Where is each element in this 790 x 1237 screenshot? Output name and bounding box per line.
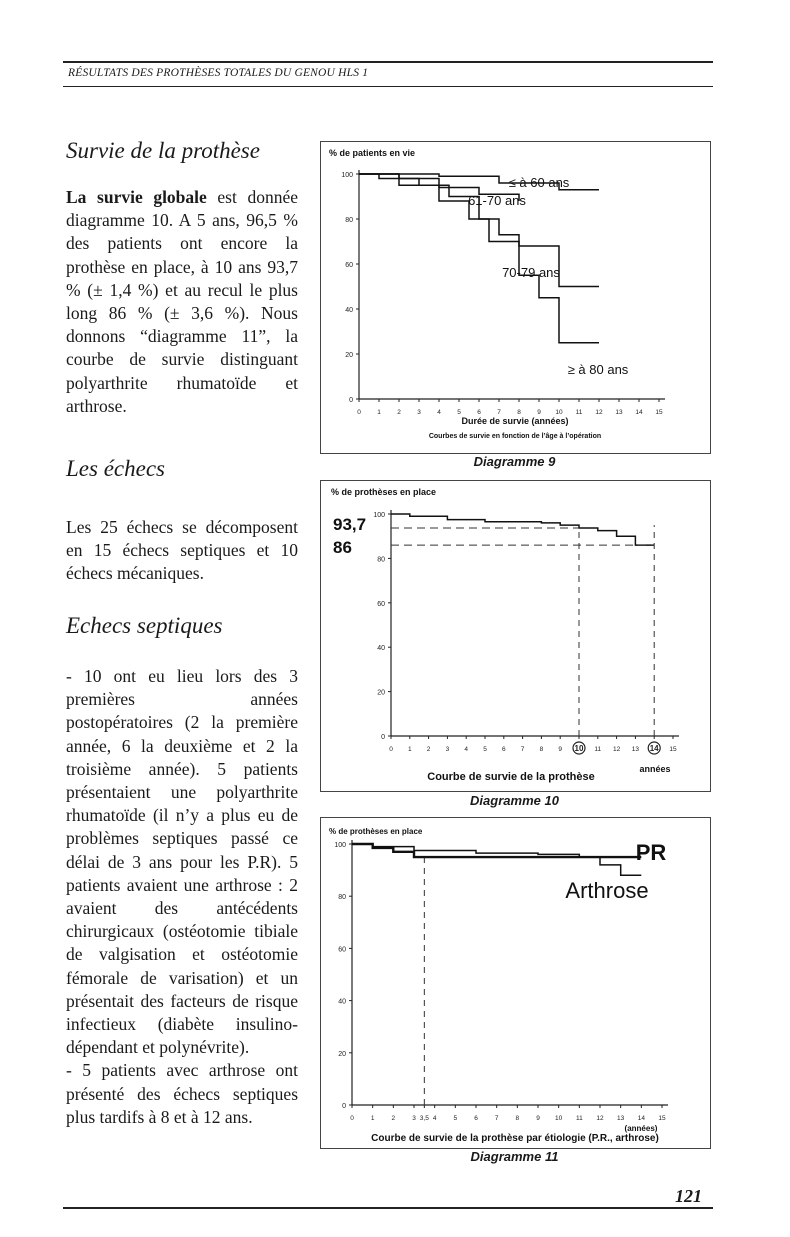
- chart-title: Courbes de survie en fonction de l’âge à l’opération: [428, 433, 602, 440]
- y-axis-label: % de patients en vie: [329, 148, 416, 158]
- x-tick-label: 15: [655, 409, 663, 416]
- x-tick-label: 7: [520, 746, 525, 753]
- x-tick-label: 8: [517, 409, 521, 416]
- series-label: 61-70 ans: [468, 193, 526, 208]
- section-echecs: [66, 456, 298, 586]
- y-tick-label: 60: [377, 600, 385, 608]
- series-label: ≥ à 80 ans: [567, 362, 629, 377]
- x-tick-label: 6: [474, 1115, 478, 1122]
- section-septiques: [66, 613, 298, 1129]
- section-heading: Survie de la prothèse: [66, 138, 260, 163]
- x-tick-label: 6: [501, 746, 506, 753]
- section-body: [66, 186, 298, 418]
- y-marker-label: 86: [333, 538, 352, 558]
- y-tick-label: 0: [381, 734, 385, 741]
- x-tick-label: 3: [412, 1115, 416, 1122]
- y-tick-label: 100: [341, 172, 353, 179]
- x-tick-label: 6: [477, 409, 481, 416]
- x-axis-label: (années): [624, 1124, 658, 1133]
- section-survie: [66, 138, 298, 418]
- x-tick-label: 3,5: [419, 1115, 429, 1122]
- x-tick-label: 5: [457, 409, 461, 416]
- section-heading: Echecs septiques: [66, 613, 223, 638]
- diagram-11-caption: Diagramme 11: [470, 1149, 559, 1164]
- header-rule-bottom: [63, 86, 713, 87]
- x-tick-label: 3: [417, 409, 421, 416]
- y-tick-label: 40: [345, 307, 353, 314]
- x-tick-label: 14: [649, 744, 659, 753]
- x-tick-label: 1: [407, 746, 412, 753]
- x-tick-label: 8: [515, 1115, 520, 1122]
- x-tick-label: 0: [389, 746, 393, 753]
- x-tick-label: 4: [464, 746, 469, 753]
- survival-chart-etiology: [321, 818, 710, 1148]
- x-tick-label: 5: [453, 1115, 458, 1122]
- body-text: est donnée diagramme 10. A 5 ans, 96,5 % des patients ont encore la prothèse en place, à 10 ans 93,7 % (± 1,4 %) et au recul le plus long 86 % (± 3,6 %). Nous donnons “diagramme 11”, la courbe de survie distinguant polyarthrite rhumatoïde et arthrose.: [66, 187, 298, 416]
- x-tick-label: 14: [635, 409, 643, 416]
- diagram-10-caption: Diagramme 10: [470, 793, 559, 808]
- x-tick-label: 12: [612, 746, 621, 753]
- y-axis-label: % de prothèses en place: [331, 487, 437, 497]
- survival-chart-age: [321, 142, 710, 453]
- x-tick-label: 2: [397, 409, 401, 416]
- series-line: [352, 844, 641, 875]
- series-label: 70-79 ans: [502, 265, 560, 280]
- y-tick-label: 20: [338, 1050, 346, 1058]
- y-tick-label: 20: [377, 689, 385, 697]
- x-tick-label: 0: [357, 409, 361, 416]
- y-tick-label: 80: [338, 894, 346, 902]
- y-tick-label: 100: [373, 512, 385, 519]
- section-heading: Les échecs: [66, 456, 165, 481]
- x-axis-label: Durée de survie (années): [461, 416, 569, 426]
- y-tick-label: 60: [345, 262, 353, 269]
- x-tick-label: 7: [494, 1115, 499, 1122]
- x-tick-label: 1: [377, 409, 381, 416]
- y-tick-label: 20: [345, 352, 353, 359]
- x-tick-label: 4: [432, 1115, 437, 1122]
- x-tick-label: 10: [574, 744, 584, 753]
- x-tick-label: 10: [555, 1115, 563, 1122]
- page-number: 121: [675, 1186, 702, 1206]
- x-tick-label: 9: [537, 409, 541, 416]
- section-body: - 5 patients avec arthrose ont présenté des échecs septiques plus tardifs à 8 et à 12 ans.: [66, 1060, 298, 1127]
- header-rule: [63, 61, 713, 63]
- diagram-9-frame: [320, 141, 711, 454]
- y-tick-label: 0: [349, 397, 353, 404]
- footer-rule: [63, 1207, 713, 1209]
- chart-title: Courbe de survie de la prothèse: [427, 771, 595, 783]
- y-tick-label: 100: [334, 842, 346, 849]
- chart-title: Courbe de survie de la prothèse par étiologie (P.R., arthrose): [371, 1133, 659, 1144]
- x-axis-label: années: [639, 764, 671, 774]
- y-marker-label: 93,7: [333, 514, 367, 534]
- section-body: Les 25 échecs se décomposent en 15 échecs septiques et 10 échecs mécaniques.: [66, 517, 298, 584]
- series-label: Arthrose: [565, 878, 649, 903]
- x-tick-label: 11: [594, 746, 602, 753]
- y-tick-label: 40: [377, 645, 385, 653]
- section-body: - 10 ont eu lieu lors des 3 premières années postopératoires (2 la première année, 6 la deuxième et 2 la troisième année). 5 patients présentaient une polyarthrite rhumatoïde (il n’y a plus eu de problèmes septiques passé ce délai de 3 ans pour les P.R). 5 patients avaient une arthrose : 2 avaient des antécédents chirurgicaux (ostéotomie tibiale de valgisation et ostéotomie fémorale de varisation) et un présentait des facteurs de risque infectieux (diabète insulino-dépendant et polynévrite).: [66, 666, 298, 1058]
- x-tick-label: 2: [426, 746, 431, 753]
- x-tick-label: 8: [539, 746, 544, 753]
- x-tick-label: 1: [370, 1115, 375, 1122]
- x-tick-label: 13: [617, 1115, 625, 1122]
- x-tick-label: 13: [615, 409, 623, 416]
- x-tick-label: 14: [637, 1115, 645, 1122]
- x-tick-label: 12: [596, 1115, 604, 1122]
- y-tick-label: 0: [342, 1103, 346, 1110]
- series-label: PR: [635, 840, 667, 865]
- x-tick-label: 15: [669, 746, 677, 753]
- running-header: RÉSULTATS DES PROTHÈSES TOTALES DU GENOU HLS 1: [68, 67, 369, 79]
- x-tick-label: 15: [658, 1115, 666, 1122]
- bold-lead: La survie globale: [66, 187, 207, 207]
- x-tick-label: 9: [536, 1115, 540, 1122]
- diagram-9-caption: Diagramme 9: [473, 454, 556, 469]
- x-tick-label: 4: [437, 409, 441, 416]
- series-label: ≤ à 60 ans: [508, 175, 570, 190]
- diagram-11-frame: [320, 817, 711, 1149]
- x-tick-label: 7: [497, 409, 501, 416]
- x-tick-label: 13: [631, 746, 640, 753]
- x-tick-label: 2: [391, 1115, 396, 1122]
- y-axis-label: % de prothèses en place: [329, 827, 423, 836]
- y-tick-label: 60: [338, 946, 346, 954]
- x-tick-label: 5: [483, 746, 487, 753]
- x-tick-label: 11: [575, 1115, 583, 1122]
- y-tick-label: 80: [345, 217, 353, 224]
- x-tick-label: 9: [558, 746, 563, 753]
- x-tick-label: 11: [575, 409, 583, 416]
- x-tick-label: 3: [445, 746, 450, 753]
- y-tick-label: 80: [377, 556, 385, 564]
- x-tick-label: 0: [350, 1115, 354, 1122]
- x-tick-label: 12: [595, 409, 603, 416]
- survival-chart-global: [321, 481, 710, 791]
- y-tick-label: 40: [338, 998, 346, 1006]
- series-line: [391, 514, 654, 545]
- diagram-10-frame: [320, 480, 711, 792]
- x-tick-label: 10: [555, 409, 563, 416]
